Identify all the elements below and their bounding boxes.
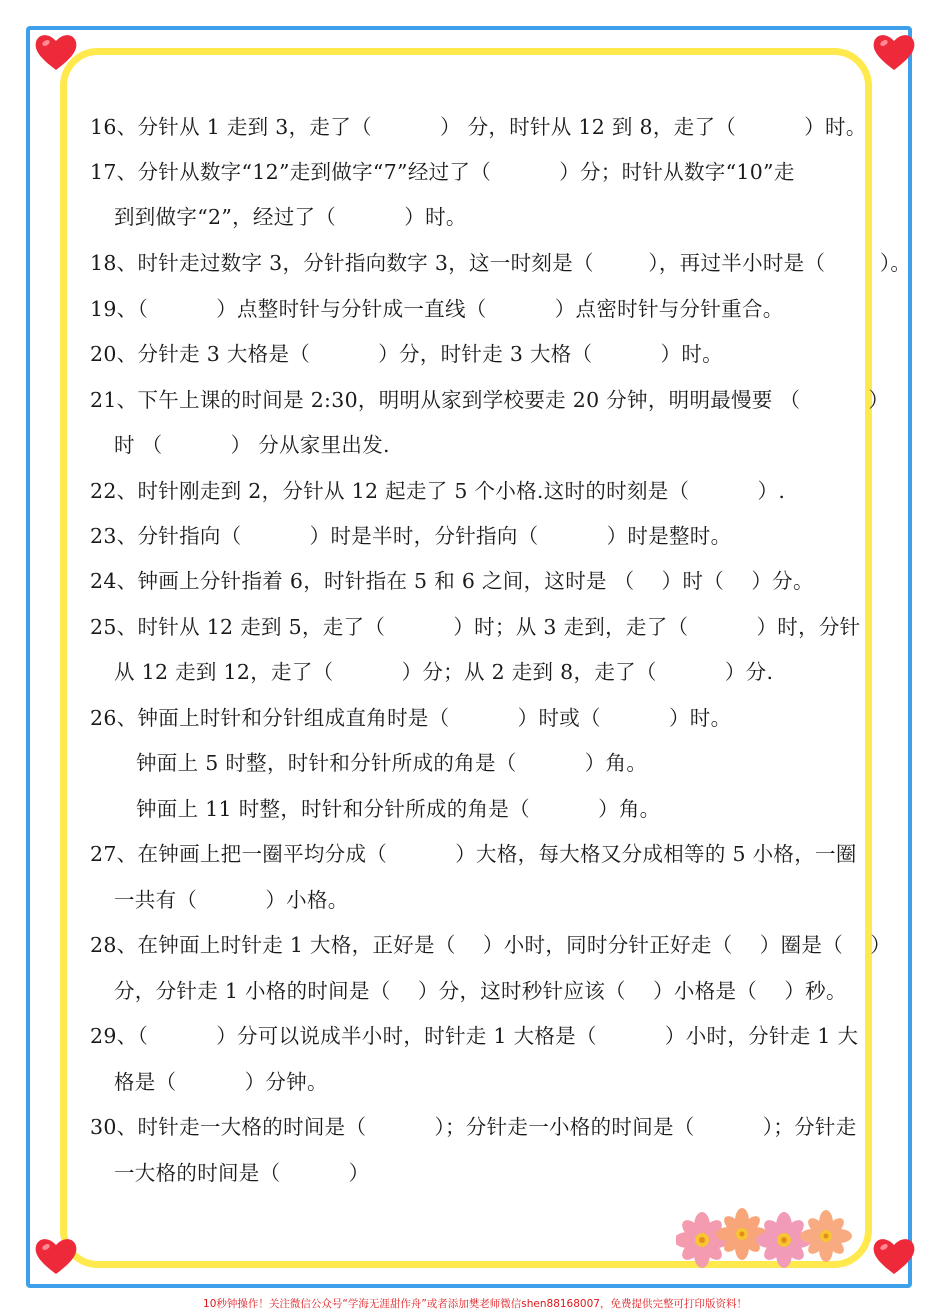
- question-18: 18、时针走过数字 3，分针指向数字 3，这一时刻是（ ），再过半小时是（ ）。: [90, 251, 912, 275]
- question-23: 23、分针指向（ ）时是半时，分针指向（ ）时是整时。: [90, 524, 732, 548]
- question-21: 21、下午上课的时间是 2:30，明明从家到学校要走 20 分钟，明明最慢要 （ ）: [90, 388, 890, 412]
- question-22: 22、时针刚走到 2，分针从 12 起走了 5 个小格.这时的时刻是（ ）.: [90, 479, 786, 503]
- question-28-continued: 分，分针走 1 小格的时间是（ ）分，这时秒针应该（ ）小格是（ ）秒。: [114, 979, 847, 1003]
- question-27: 27、在钟画上把一圈平均分成（ ）大格，每大格又分成相等的 5 小格，一圈: [90, 842, 857, 866]
- question-29: 29、（ ）分可以说成半小时，时针走 1 大格是（ ）小时，分针走 1 大: [90, 1024, 859, 1048]
- question-24: 24、钟画上分针指着 6，时针指在 5 和 6 之间，这时是 （ ）时（ ）分。: [90, 569, 814, 593]
- question-27-continued: 一共有（ ）小格。: [114, 888, 349, 912]
- heart-icon: [872, 32, 916, 72]
- question-26-sub-1: 钟面上 5 时整，时针和分针所成的角是（ ）角。: [136, 751, 648, 775]
- question-30: 30、时针走一大格的时间是（ ）；分针走一小格的时间是（ ）；分针走: [90, 1115, 857, 1139]
- question-28: 28、在钟面上时针走 1 大格，正好是（ ）小时，同时分针正好走（ ）圈是（ ）: [90, 933, 892, 957]
- heart-icon: [34, 1236, 78, 1276]
- question-25: 25、时针从 12 走到 5，走了（ ）时；从 3 走到，走了（ ）时，分针: [90, 615, 861, 639]
- question-19: 19、（ ）点整时针与分针成一直线（ ）点密时针与分针重合。: [90, 297, 784, 321]
- question-25-continued: 从 12 走到 12，走了（ ）分；从 2 走到 8，走了（ ）分.: [114, 660, 774, 684]
- question-17: 17、分针从数字“12”走到做字“7”经过了（ ）分；时针从数字“10”走: [90, 160, 795, 184]
- question-26: 26、钟面上时针和分针组成直角时是（ ）时或（ ）时。: [90, 706, 732, 730]
- question-16: 16、分针从 1 走到 3，走了（ ） 分，时针从 12 到 8，走了（ ）时。: [90, 115, 867, 139]
- question-17-continued: 到到做字“2”，经过了（ ）时。: [114, 205, 467, 229]
- flower-decoration-icon: [676, 1208, 854, 1268]
- question-21-continued: 时 （ ） 分从家里出发.: [114, 433, 390, 457]
- question-30-continued: 一大格的时间是（ ）: [114, 1161, 370, 1185]
- heart-icon: [34, 32, 78, 72]
- question-20: 20、分针走 3 大格是（ ）分，时针走 3 大格（ ）时。: [90, 342, 723, 366]
- footer-note: 10秒钟操作！关注微信公众号“学海无涯甜作舟”或者添加樊老师微信shen88168007，免费提供完整可打印版资料！: [203, 1298, 747, 1310]
- question-26-sub-2: 钟面上 11 时整，时针和分针所成的角是（ ）角。: [136, 797, 661, 821]
- question-29-continued: 格是（ ）分钟。: [114, 1070, 328, 1094]
- heart-icon: [872, 1236, 916, 1276]
